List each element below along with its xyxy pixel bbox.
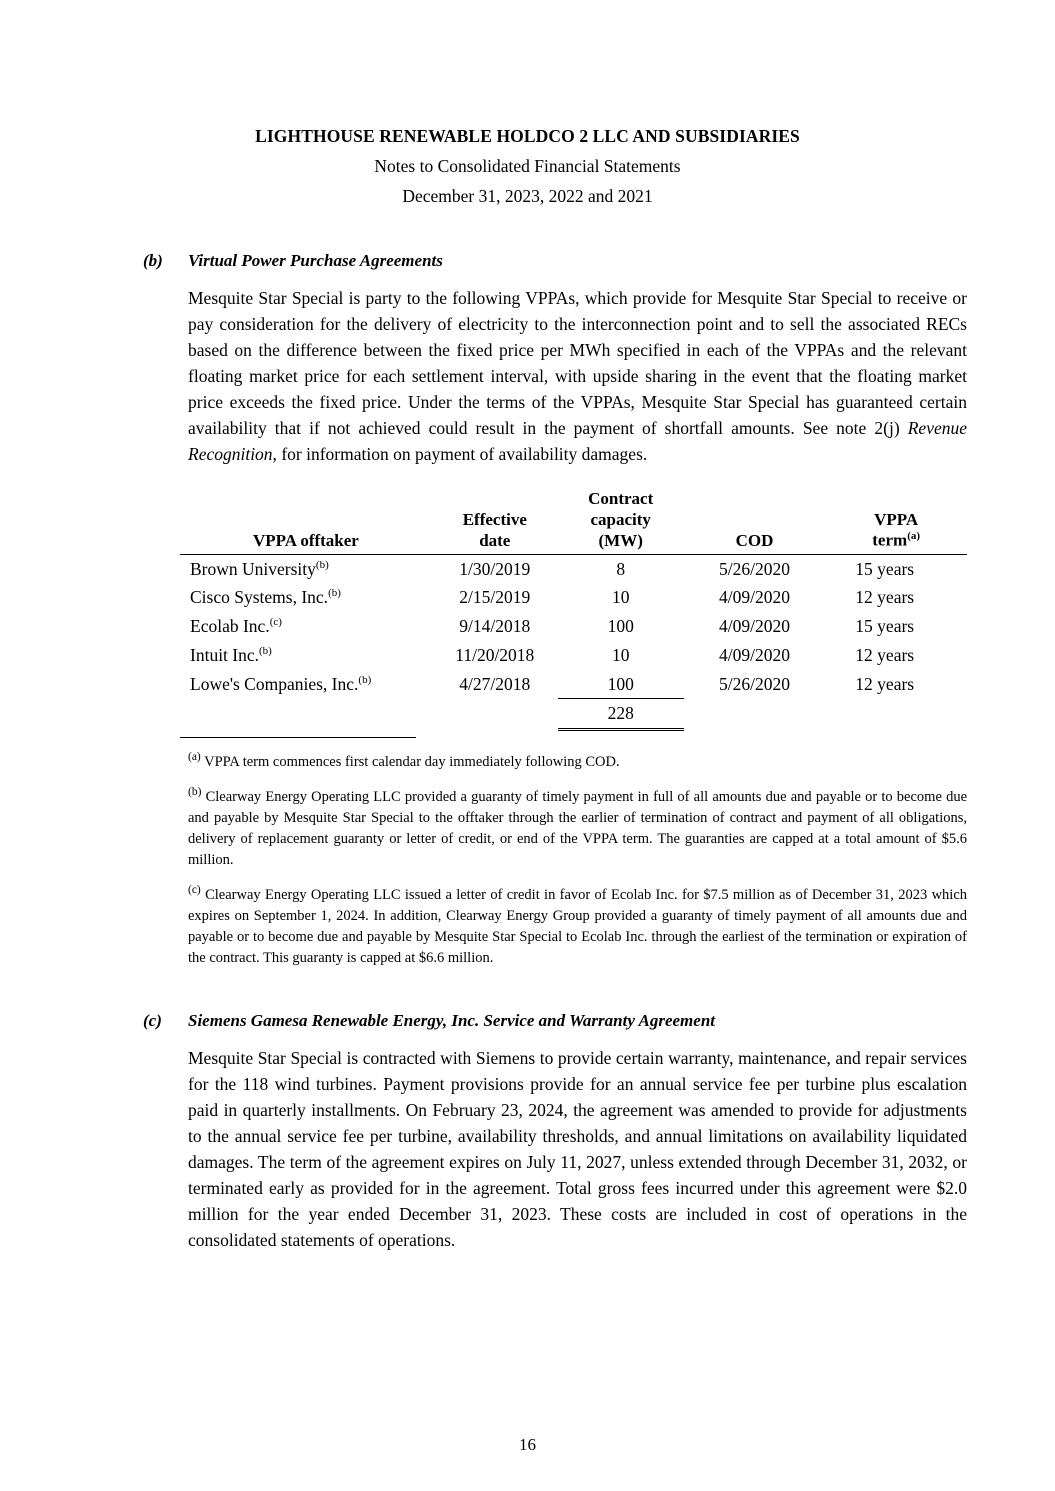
table-row [180,670,967,699]
section-b-paragraph-text: Mesquite Star Special is party to the following VPPAs, which provide for Mesquite Star Special to receive or pay consideration for the delivery of electricity to the interconnection point and to sell the associated RECs based on the difference between the fixed price per MWh specified in each of the VPPAs and the relevant floating market price for each settlement interval, with upside sharing in the event that the floating market price exceeds the fixed price. Under the terms of the VPPAs, Mesquite Star Special has guaranteed certain availability that if not achieved could result in the payment of shortfall amounts. See note 2(j) [188,288,967,439]
footnote-b-mark: (b) [188,785,202,798]
cell-term: 12 years [855,644,915,665]
cell-offtaker: Brown University$^{(b)}$ [190,558,329,579]
total-spacer-4 [825,699,967,730]
section-b-paragraph [188,285,967,467]
cell-effective-date: 2/15/2019 [459,587,531,608]
col-header-cod: COD [684,489,826,554]
section-c-title: Siemens Gamesa Renewable Energy, Inc. Service and Warranty Agreement [188,1010,715,1030]
col-header-effective-date: Effective date [432,489,558,554]
footnotes [188,749,967,969]
footnote-ref-a: (a) [907,530,921,543]
page-footer [0,1435,1055,1455]
footnote-a-mark: (a) [188,751,201,764]
vppa-table [180,489,967,731]
cell-effective-date: 9/14/2018 [459,616,531,637]
cell-offtaker: Cisco Systems, Inc.$^{(b)}$ [190,587,341,608]
footnote-ref: (b) [259,645,272,658]
footnote-b-text: Clearway Energy Operating LLC provided a guaranty of timely payment in full of all amounts due and payable or to become due and payable by Mesquite Star Special to the offtaker through the earlier of termination of contract and payment of all obligations, delivery of replacement guaranty or letter of credit, or end of the VPPA term. The guaranties are capped at a total amount of $5.6 million. [188,788,968,868]
document-header [0,126,1055,207]
section-b [0,251,1055,969]
footnote-divider [180,737,416,738]
table-row [180,554,967,583]
section-b-heading [0,251,1055,271]
cell-term: 12 years [855,673,915,694]
section-b-title: Virtual Power Purchase Agreements [188,251,443,270]
cell-effective-date: 11/20/2018 [455,644,535,665]
col-header-offtaker: VPPA offtaker [180,489,432,554]
total-spacer-2 [432,699,558,730]
cell-offtaker: Intuit Inc.$^{(b)}$ [190,644,272,665]
cell-capacity: 100 [607,616,634,637]
section-c-heading [0,1011,1055,1031]
table-row [180,583,967,612]
footnote-c-text: Clearway Energy Operating LLC issued a letter of credit in favor of Ecolab Inc. for $7.5 million as of December 31, 2023 which expires on September 1, 2024. In addition, Clearway Energy Group provided a guaranty of timely payment of all amounts due and payable or to become due and payable by Mesquite Star Special to Ecolab Inc. through the earliest of the termination or expiration of the contract. This guaranty is capped at $6.6 million. [188,886,968,966]
cell-offtaker: Ecolab Inc.$^{(c)}$ [190,616,282,637]
table-total-row [180,699,967,730]
total-spacer-1 [180,699,432,730]
section-b-paragraph-italic: Revenue Recognition, [188,418,967,465]
cell-cod: 5/26/2020 [718,558,790,579]
footnote-c-mark: (c) [188,883,201,896]
section-b-paragraph-tail: for information on payment of availability damages. [276,444,648,465]
section-c [0,1011,1055,1254]
section-c-marker: (c) [143,1010,162,1030]
cell-offtaker: Lowe's Companies, Inc.$^{(b)}$ [190,673,372,694]
cell-effective-date: 4/27/2018 [459,673,531,694]
table-header-row [180,489,967,554]
footnote-ref: (b) [328,587,341,600]
col-header-contract-capacity: Contract capacity (MW) [558,489,684,554]
cell-capacity: 100 [607,673,634,694]
cell-effective-date: 1/30/2019 [459,558,531,579]
cell-capacity: 8 [616,558,626,579]
cell-term: 15 years [855,558,915,579]
document-period: December 31, 2023, 2022 and 2021 [402,186,653,206]
cell-cod: 4/09/2020 [718,616,790,637]
table-row [180,612,967,641]
footnote-ref: (c) [269,616,282,629]
cell-cod: 5/26/2020 [718,673,790,694]
section-c-paragraph: Mesquite Star Special is contracted with Siemens to provide certain warranty, maintenance, and repair services for the 118 wind turbines. Payment provisions provide for an annual service fee per turbine plus escalation paid in quarterly installments. On February 23, 2024, the agreement was amended to provide for adjustments to the annual service fee per turbine, availability thresholds, and annual limitations on availability liquidated damages. The term of the agreement expires on July 11, 2027, unless extended through December 31, 2032, or terminated early as provided for in the agreement. Total gross fees incurred under this agreement were $2.0 million for the year ended December 31, 2023. These costs are included in cost of operations in the consolidated statements of operations. [188,1047,967,1251]
footnote-a-text: VPPA term commences first calendar day immediately following COD. [204,753,620,770]
footnote-c [188,882,967,969]
cell-term: 15 years [855,616,915,637]
section-b-marker: (b) [143,251,163,270]
col-header-vppa-term: VPPA term$^{(a)}$ [825,489,967,554]
cell-term: 12 years [855,587,915,608]
cell-capacity: 10 [611,644,630,665]
cell-cod: 4/09/2020 [718,644,790,665]
cell-capacity: 10 [611,587,630,608]
footnote-b [188,784,967,871]
footnote-a [188,749,967,773]
total-spacer-3 [684,699,826,730]
company-name: LIGHTHOUSE RENEWABLE HOLDCO 2 LLC AND SUBSIDIARIES [255,126,800,146]
cell-cod: 4/09/2020 [718,587,790,608]
document-page [0,126,1055,1491]
vppa-table-wrapper [180,489,967,731]
cell-total-capacity: 228 [558,699,684,730]
footnote-ref: (b) [358,674,372,687]
document-subtitle: Notes to Consolidated Financial Statements [374,156,681,176]
table-row [180,641,967,670]
footnote-ref: (b) [315,558,329,571]
page-number: 16 [519,1435,536,1454]
